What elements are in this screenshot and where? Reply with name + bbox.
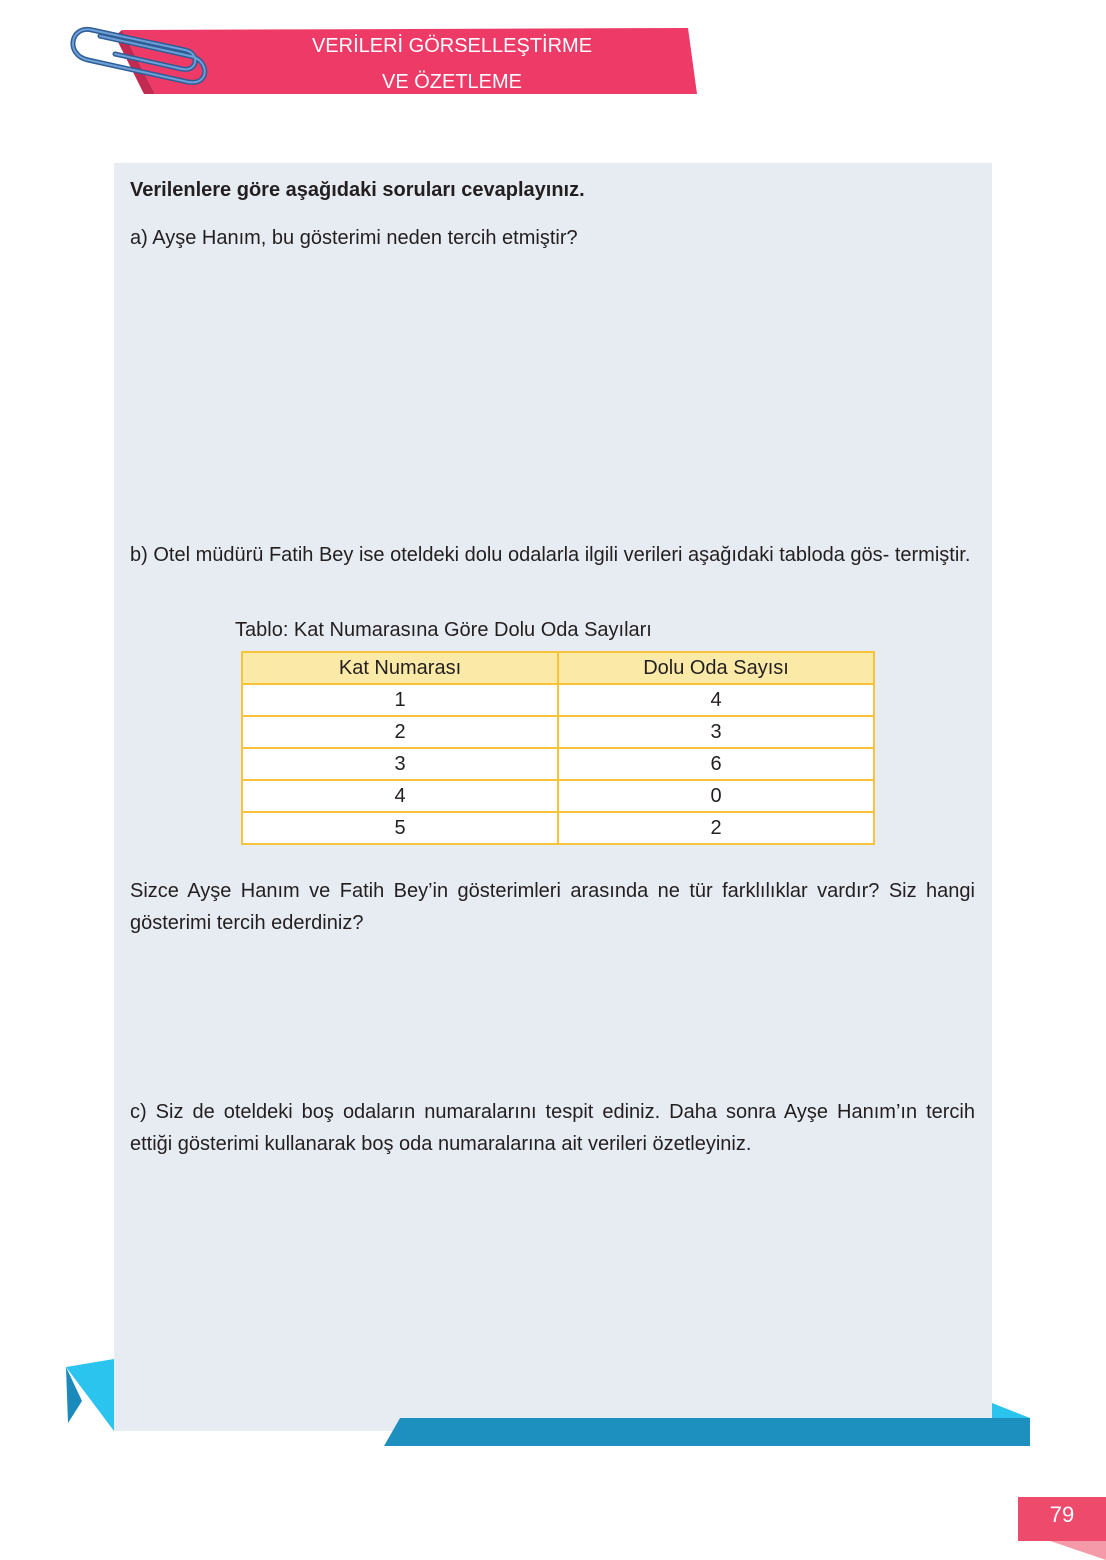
instruction-text: Verilenlere göre aşağıdaki soruları cevaplayınız.	[130, 179, 585, 201]
table-cell: 0	[558, 780, 874, 812]
table-cell: 1	[242, 684, 558, 716]
table-row	[242, 684, 874, 716]
bottom-ribbon	[380, 1398, 1035, 1448]
question-c: c) Siz de oteldeki boş odaların numaralarını tespit ediniz. Daha sonra Ayşe Hanım’ın tercih ettiği gösterimi kullanarak boş oda numaralarına ait verileri özetleyiniz.	[130, 1101, 975, 1155]
question-compare: Sizce Ayşe Hanım ve Fatih Bey’in gösterimleri arasında ne tür farklılıklar vardır? Siz hangi gösterimi tercih ederdiniz?	[130, 880, 975, 934]
table-caption: Tablo: Kat Numarasına Göre Dolu Oda Sayıları	[235, 619, 652, 641]
table-header-cell: Kat Numarası	[242, 652, 558, 684]
left-ribbon	[60, 1355, 120, 1435]
table-cell: 4	[558, 684, 874, 716]
table-cell: 2	[242, 716, 558, 748]
table-cell: 4	[242, 780, 558, 812]
table-row	[242, 812, 874, 844]
question-a: a) Ayşe Hanım, bu gösterimi neden tercih etmiştir?	[130, 227, 578, 249]
table-cell: 5	[242, 812, 558, 844]
table-row	[242, 780, 874, 812]
table-header-cell: Dolu Oda Sayısı	[558, 652, 874, 684]
page-number: 79	[1018, 1497, 1106, 1541]
header-title-line2: VE ÖZETLEME	[381, 71, 523, 93]
header-title-line1: VERİLERİ GÖRSELLEŞTİRME	[311, 35, 593, 57]
table-cell: 6	[558, 748, 874, 780]
table-cell: 3	[558, 716, 874, 748]
table-row	[242, 748, 874, 780]
table-cell: 3	[242, 748, 558, 780]
table-cell: 2	[558, 812, 874, 844]
data-table	[241, 651, 875, 845]
table-row	[242, 716, 874, 748]
table-header-row	[242, 652, 874, 684]
question-b: b) Otel müdürü Fatih Bey ise oteldeki dolu odalarla ilgili verileri aşağıdaki tabloda gös- termiştir.	[130, 544, 971, 566]
